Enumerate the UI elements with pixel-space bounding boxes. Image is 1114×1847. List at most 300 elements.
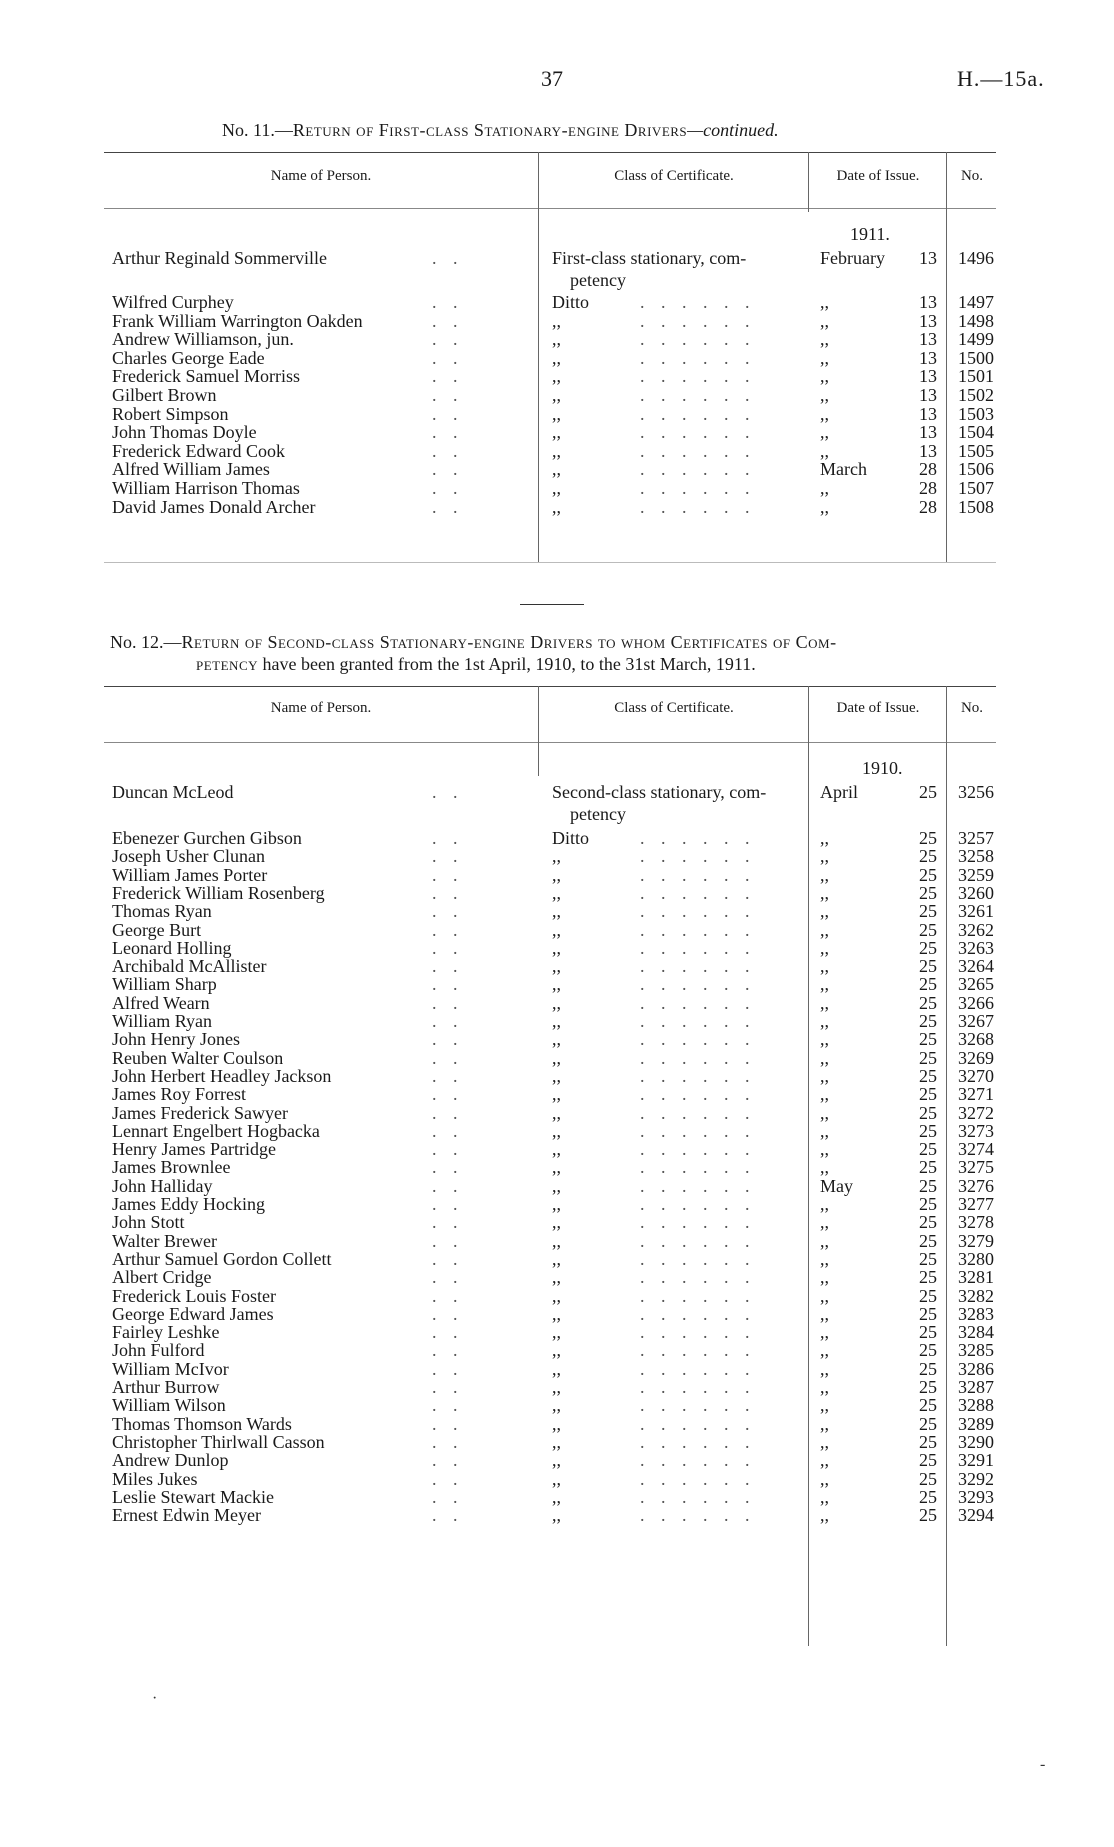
issue-month: ,, xyxy=(820,1139,829,1160)
person-name: Ernest Edwin Meyer xyxy=(112,1505,261,1526)
person-name: Frank William Warrington Oakden xyxy=(112,310,363,331)
issue-day: 13 xyxy=(919,385,937,405)
leader-dots: . . . . . . xyxy=(640,1377,756,1397)
issue-month: ,, xyxy=(820,1047,829,1068)
certificate-class: ,, xyxy=(552,1267,561,1288)
issue-month: ,, xyxy=(820,1011,829,1031)
issue-day: 13 xyxy=(919,403,937,424)
table11-divider-2 xyxy=(808,152,809,212)
leader-dots: . . xyxy=(432,1011,464,1031)
issue-month: ,, xyxy=(820,1413,829,1434)
leader-dots: . . xyxy=(432,1139,464,1160)
person-name: Leonard Holling xyxy=(112,937,232,958)
certificate-class: ,, xyxy=(552,1084,561,1105)
table12-header-no: No. xyxy=(960,700,984,716)
leader-dots: . . xyxy=(432,1377,464,1397)
table12-class-second-line: petency xyxy=(570,804,626,824)
table11-title xyxy=(222,120,779,141)
person-name: Frederick Louis Foster xyxy=(112,1285,276,1306)
issue-month: ,, xyxy=(820,440,829,461)
table12-title-line-1 xyxy=(110,632,837,653)
certificate-number: 3262 xyxy=(958,919,994,940)
leader-dots: . . . . . . xyxy=(640,828,756,848)
issue-day: 25 xyxy=(919,846,937,867)
leader-dots: . . xyxy=(432,1340,464,1361)
leader-dots: . . xyxy=(432,782,464,802)
certificate-number: 3279 xyxy=(958,1230,994,1251)
leader-dots: . . . . . . xyxy=(640,1340,756,1361)
issue-day: 13 xyxy=(919,347,937,368)
certificate-class: ,, xyxy=(552,956,561,977)
leader-dots: . . xyxy=(432,1413,464,1434)
certificate-class: ,, xyxy=(552,1358,561,1379)
leader-dots: . . xyxy=(432,496,464,517)
person-name: Fairley Leshke xyxy=(112,1322,220,1343)
issue-day: 25 xyxy=(919,1139,937,1160)
person-name: George Burt xyxy=(112,919,202,940)
issue-month: ,, xyxy=(820,846,829,867)
person-name: James Frederick Sawyer xyxy=(112,1102,288,1123)
certificate-class: ,, xyxy=(552,1413,561,1434)
leader-dots: . . xyxy=(432,1084,464,1105)
issue-day: 25 xyxy=(919,1175,937,1196)
certificate-class: ,, xyxy=(552,864,561,885)
certificate-class: ,, xyxy=(552,1157,561,1178)
leader-dots: . . . . . . xyxy=(640,956,756,977)
certificate-number: 3290 xyxy=(958,1431,994,1452)
issue-day: 25 xyxy=(919,782,937,802)
leader-dots: . . . . . . xyxy=(640,329,756,350)
issue-day: 25 xyxy=(919,1450,937,1471)
leader-dots: . . . . . . xyxy=(640,1505,756,1526)
table11-header-class: Class of Certificate. xyxy=(614,168,734,184)
issue-day: 13 xyxy=(919,422,937,443)
section-separator xyxy=(520,604,584,605)
issue-day: 25 xyxy=(919,1194,937,1214)
issue-month: ,, xyxy=(820,1505,829,1526)
certificate-class: ,, xyxy=(552,1322,561,1343)
person-name: Walter Brewer xyxy=(112,1230,217,1251)
issue-month: April xyxy=(820,782,858,802)
person-name: Reuben Walter Coulson xyxy=(112,1047,284,1068)
issue-month: ,, xyxy=(820,1450,829,1471)
person-name: Henry James Partridge xyxy=(112,1139,276,1160)
certificate-class: ,, xyxy=(552,1486,561,1507)
certificate-number: 3269 xyxy=(958,1047,994,1068)
certificate-number: 3292 xyxy=(958,1468,994,1489)
certificate-class: ,, xyxy=(552,1431,561,1452)
issue-day: 25 xyxy=(919,974,937,995)
issue-day: 25 xyxy=(919,1468,937,1489)
issue-month: ,, xyxy=(820,1340,829,1361)
table12-header-class: Class of Certificate. xyxy=(614,700,734,716)
issue-day: 13 xyxy=(919,366,937,387)
leader-dots: . . xyxy=(432,1029,464,1050)
person-name: Leslie Stewart Mackie xyxy=(112,1486,274,1507)
issue-month: ,, xyxy=(820,901,829,922)
leader-dots: . . . . . . xyxy=(640,1084,756,1105)
person-name: Robert Simpson xyxy=(112,403,229,424)
certificate-class: ,, xyxy=(552,422,561,443)
leader-dots: . . . . . . xyxy=(640,992,756,1013)
issue-day: 25 xyxy=(919,1248,937,1269)
certificate-class: ,, xyxy=(552,1248,561,1269)
person-name: Albert Cridge xyxy=(112,1267,212,1288)
certificate-number: 3274 xyxy=(958,1139,994,1160)
leader-dots: . . . . . . xyxy=(640,422,756,443)
issue-day: 25 xyxy=(919,1065,937,1086)
table12-title-line-2 xyxy=(196,654,756,675)
person-name: William Ryan xyxy=(112,1011,213,1031)
person-name: George Edward James xyxy=(112,1303,274,1324)
person-name: William James Porter xyxy=(112,864,268,885)
certificate-number: 1507 xyxy=(958,478,994,498)
leader-dots: . . xyxy=(432,1102,464,1123)
issue-month: ,, xyxy=(820,1358,829,1379)
certificate-number: 3265 xyxy=(958,974,994,995)
certificate-number: 3272 xyxy=(958,1102,994,1123)
table12-divider-1 xyxy=(538,686,539,776)
certificate-class: ,, xyxy=(552,846,561,867)
leader-dots: . . . . . . xyxy=(640,310,756,331)
table11-row xyxy=(0,497,1114,519)
issue-month: ,, xyxy=(820,937,829,958)
person-name: Thomas Ryan xyxy=(112,901,212,922)
leader-dots: . . xyxy=(432,1358,464,1379)
person-name: James Brownlee xyxy=(112,1157,231,1178)
certificate-class: ,, xyxy=(552,1139,561,1160)
leader-dots: . . xyxy=(432,846,464,867)
leader-dots: . . xyxy=(432,828,464,848)
leader-dots: . . xyxy=(432,882,464,903)
certificate-number: 3291 xyxy=(958,1450,994,1471)
leader-dots: . . . . . . xyxy=(640,496,756,517)
person-name: Ebenezer Gurchen Gibson xyxy=(112,828,302,848)
issue-month: ,, xyxy=(820,1395,829,1416)
person-name: Arthur Samuel Gordon Collett xyxy=(112,1248,332,1269)
leader-dots: . . xyxy=(432,459,464,480)
table11-top-rule xyxy=(104,152,996,153)
issue-day: 25 xyxy=(919,1322,937,1343)
leader-dots: . . . . . . xyxy=(640,1267,756,1288)
stray-dash: - xyxy=(1040,1756,1046,1773)
certificate-class: ,, xyxy=(552,992,561,1013)
certificate-number: 3276 xyxy=(958,1175,994,1196)
certificate-number: 3264 xyxy=(958,956,994,977)
certificate-number: 1508 xyxy=(958,496,994,517)
certificate-number: 3268 xyxy=(958,1029,994,1050)
certificate-number: 3266 xyxy=(958,992,994,1013)
leader-dots: . . . . . . xyxy=(640,403,756,424)
issue-day: 28 xyxy=(919,459,937,480)
certificate-class: ,, xyxy=(552,1011,561,1031)
leader-dots: . . xyxy=(432,310,464,331)
issue-day: 25 xyxy=(919,1084,937,1105)
leader-dots: . . xyxy=(432,478,464,498)
person-name: William Wilson xyxy=(112,1395,226,1416)
person-name: Alfred Wearn xyxy=(112,992,210,1013)
leader-dots: . . . . . . xyxy=(640,1395,756,1416)
person-name: Frederick Edward Cook xyxy=(112,440,285,461)
certificate-number: 3285 xyxy=(958,1340,994,1361)
leader-dots: . . . . . . xyxy=(640,1431,756,1452)
issue-month: ,, xyxy=(820,1230,829,1251)
person-name: Archibald McAllister xyxy=(112,956,267,977)
leader-dots: . . . . . . xyxy=(640,901,756,922)
issue-day: 25 xyxy=(919,1358,937,1379)
issue-month: ,, xyxy=(820,292,829,312)
issue-day: 25 xyxy=(919,882,937,903)
certificate-number: 1506 xyxy=(958,459,994,480)
issue-day: 28 xyxy=(919,478,937,498)
issue-day: 25 xyxy=(919,901,937,922)
issue-month: ,, xyxy=(820,919,829,940)
certificate-class: ,, xyxy=(552,1029,561,1050)
leader-dots: . . xyxy=(432,366,464,387)
person-name: Lennart Engelbert Hogbacka xyxy=(112,1120,320,1141)
leader-dots: . . xyxy=(432,1248,464,1269)
person-name: James Eddy Hocking xyxy=(112,1194,265,1214)
certificate-class: ,, xyxy=(552,1303,561,1324)
leader-dots: . . . . . . xyxy=(640,1065,756,1086)
leader-dots: . . xyxy=(432,919,464,940)
issue-month: ,, xyxy=(820,1468,829,1489)
table11-header-no: No. xyxy=(960,168,984,184)
table11-title-continued: —continued. xyxy=(687,120,779,140)
issue-month: March xyxy=(820,459,867,480)
leader-dots: . . xyxy=(432,956,464,977)
issue-month: ,, xyxy=(820,366,829,387)
issue-day: 25 xyxy=(919,1029,937,1050)
table12-title-number: No. 12.— xyxy=(110,632,182,652)
certificate-number: 3267 xyxy=(958,1011,994,1031)
issue-month: February xyxy=(820,248,885,268)
issue-day: 13 xyxy=(919,329,937,350)
leader-dots: . . . . . . xyxy=(640,1175,756,1196)
certificate-class: ,, xyxy=(552,919,561,940)
issue-month: ,, xyxy=(820,1065,829,1086)
table11-class-second-line: petency xyxy=(570,270,626,290)
leader-dots: . . . . . . xyxy=(640,1157,756,1178)
leader-dots: . . xyxy=(432,1047,464,1068)
leader-dots: . . . . . . xyxy=(640,1029,756,1050)
leader-dots: . . . . . . xyxy=(640,366,756,387)
certificate-class: ,, xyxy=(552,478,561,498)
certificate-class: ,, xyxy=(552,901,561,922)
issue-month: ,, xyxy=(820,347,829,368)
certificate-number: 3283 xyxy=(958,1303,994,1324)
certificate-class: ,, xyxy=(552,1047,561,1068)
leader-dots: . . xyxy=(432,1486,464,1507)
person-name: David James Donald Archer xyxy=(112,496,316,517)
leader-dots: . . . . . . xyxy=(640,440,756,461)
certificate-number: 3277 xyxy=(958,1194,994,1214)
certificate-number: 3256 xyxy=(958,782,994,802)
table11-header-date: Date of Issue. xyxy=(836,168,920,184)
certificate-number: 3286 xyxy=(958,1358,994,1379)
leader-dots: . . . . . . xyxy=(640,1413,756,1434)
table11-header-rule xyxy=(104,208,996,209)
certificate-class: ,, xyxy=(552,496,561,517)
certificate-number: 3288 xyxy=(958,1395,994,1416)
leader-dots: . . . . . . xyxy=(640,347,756,368)
table12-header-date: Date of Issue. xyxy=(836,700,920,716)
certificate-number: 3287 xyxy=(958,1377,994,1397)
person-name: John Thomas Doyle xyxy=(112,422,257,443)
leader-dots: . . xyxy=(432,1175,464,1196)
certificate-class: ,, xyxy=(552,1450,561,1471)
leader-dots: . . . . . . xyxy=(640,1248,756,1269)
issue-day: 25 xyxy=(919,1120,937,1141)
issue-month: ,, xyxy=(820,828,829,848)
table12-title-dates: have been granted from the 1st April, 1910, to the 31st March, 1911. xyxy=(258,654,756,674)
person-name: Miles Jukes xyxy=(112,1468,198,1489)
issue-month: ,, xyxy=(820,1102,829,1123)
certificate-class: ,, xyxy=(552,974,561,995)
leader-dots: . . xyxy=(432,1065,464,1086)
certificate-number: 1505 xyxy=(958,440,994,461)
issue-month: ,, xyxy=(820,1084,829,1105)
table12-class-first-line: Second-class stationary, com- xyxy=(552,782,767,802)
certificate-number: 3293 xyxy=(958,1486,994,1507)
issue-month: ,, xyxy=(820,496,829,517)
issue-day: 13 xyxy=(919,248,937,268)
person-name: Duncan McLeod xyxy=(112,782,234,802)
table12-title-competency: petency xyxy=(196,654,258,674)
person-name: Arthur Burrow xyxy=(112,1377,220,1397)
certificate-number: 1503 xyxy=(958,403,994,424)
issue-day: 25 xyxy=(919,1157,937,1178)
person-name: John Stott xyxy=(112,1212,185,1233)
issue-day: 25 xyxy=(919,1011,937,1031)
certificate-number: 1500 xyxy=(958,347,994,368)
table11-bottom-rule xyxy=(104,562,996,563)
leader-dots: . . . . . . xyxy=(640,1194,756,1214)
certificate-class: ,, xyxy=(552,1065,561,1086)
person-name: Thomas Thomson Wards xyxy=(112,1413,292,1434)
leader-dots: . . xyxy=(432,1450,464,1471)
issue-month: ,, xyxy=(820,864,829,885)
issue-month: ,, xyxy=(820,1029,829,1050)
leader-dots: . . xyxy=(432,1120,464,1141)
leader-dots: . . . . . . xyxy=(640,1450,756,1471)
issue-day: 28 xyxy=(919,496,937,517)
certificate-class: ,, xyxy=(552,1102,561,1123)
leader-dots: . . . . . . xyxy=(640,1322,756,1343)
leader-dots: . . xyxy=(432,937,464,958)
issue-day: 25 xyxy=(919,1267,937,1288)
leader-dots: . . xyxy=(432,403,464,424)
document-reference: H.—15a. xyxy=(957,66,1045,91)
certificate-class: ,, xyxy=(552,1212,561,1233)
issue-month: ,, xyxy=(820,422,829,443)
leader-dots: . . xyxy=(432,1157,464,1178)
issue-month: ,, xyxy=(820,1303,829,1324)
issue-month: ,, xyxy=(820,974,829,995)
issue-day: 25 xyxy=(919,1047,937,1068)
certificate-class: ,, xyxy=(552,1468,561,1489)
certificate-class: ,, xyxy=(552,1377,561,1397)
certificate-class: ,, xyxy=(552,1120,561,1141)
leader-dots: . . . . . . xyxy=(640,864,756,885)
certificate-class: ,, xyxy=(552,882,561,903)
person-name: Charles George Eade xyxy=(112,347,265,368)
issue-day: 13 xyxy=(919,292,937,312)
issue-day: 25 xyxy=(919,919,937,940)
certificate-number: 3260 xyxy=(958,882,994,903)
issue-day: 25 xyxy=(919,828,937,848)
leader-dots: . . xyxy=(432,1194,464,1214)
leader-dots: . . . . . . xyxy=(640,292,756,312)
leader-dots: . . xyxy=(432,901,464,922)
certificate-class: Ditto xyxy=(552,292,590,312)
leader-dots: . . . . . . xyxy=(640,385,756,405)
table12-header-name: Name of Person. xyxy=(270,700,372,716)
table12-top-rule xyxy=(104,686,996,687)
issue-day: 25 xyxy=(919,1431,937,1452)
certificate-number: 3278 xyxy=(958,1212,994,1233)
issue-day: 25 xyxy=(919,1395,937,1416)
certificate-number: 3271 xyxy=(958,1084,994,1105)
issue-month: ,, xyxy=(820,1248,829,1269)
issue-month: ,, xyxy=(820,992,829,1013)
person-name: Alfred William James xyxy=(112,459,270,480)
leader-dots: . . xyxy=(432,329,464,350)
certificate-class: ,, xyxy=(552,937,561,958)
leader-dots: . . . . . . xyxy=(640,1047,756,1068)
leader-dots: . . xyxy=(432,292,464,312)
certificate-number: 3263 xyxy=(958,937,994,958)
certificate-class: ,, xyxy=(552,310,561,331)
issue-day: 25 xyxy=(919,1340,937,1361)
certificate-class: ,, xyxy=(552,459,561,480)
certificate-number: 3259 xyxy=(958,864,994,885)
person-name: Andrew Dunlop xyxy=(112,1450,229,1471)
certificate-number: 1498 xyxy=(958,310,994,331)
person-name: Andrew Williamson, jun. xyxy=(112,329,294,350)
leader-dots: . . xyxy=(432,1322,464,1343)
stray-mark: · xyxy=(152,1690,158,1707)
issue-day: 25 xyxy=(919,1505,937,1526)
certificate-class: ,, xyxy=(552,385,561,405)
person-name: William McIvor xyxy=(112,1358,229,1379)
person-name: Arthur Reginald Sommerville xyxy=(112,248,327,268)
leader-dots: . . . . . . xyxy=(640,1230,756,1251)
issue-month: ,, xyxy=(820,1194,829,1214)
leader-dots: . . xyxy=(432,1303,464,1324)
person-name: William Sharp xyxy=(112,974,217,995)
leader-dots: . . . . . . xyxy=(640,1303,756,1324)
issue-month: ,, xyxy=(820,1285,829,1306)
certificate-class: ,, xyxy=(552,347,561,368)
person-name: John Herbert Headley Jackson xyxy=(112,1065,332,1086)
person-name: Frederick Samuel Morriss xyxy=(112,366,300,387)
certificate-class: ,, xyxy=(552,440,561,461)
issue-month: ,, xyxy=(820,1157,829,1178)
certificate-number: 3284 xyxy=(958,1322,994,1343)
leader-dots: . . . . . . xyxy=(640,974,756,995)
issue-day: 25 xyxy=(919,1303,937,1324)
person-name: Christopher Thirlwall Casson xyxy=(112,1431,325,1452)
leader-dots: . . . . . . xyxy=(640,846,756,867)
issue-month: ,, xyxy=(820,1431,829,1452)
certificate-number: 3261 xyxy=(958,901,994,922)
person-name: James Roy Forrest xyxy=(112,1084,246,1105)
certificate-number: 3257 xyxy=(958,828,994,848)
person-name: John Henry Jones xyxy=(112,1029,240,1050)
leader-dots: . . xyxy=(432,1267,464,1288)
certificate-class: ,, xyxy=(552,329,561,350)
